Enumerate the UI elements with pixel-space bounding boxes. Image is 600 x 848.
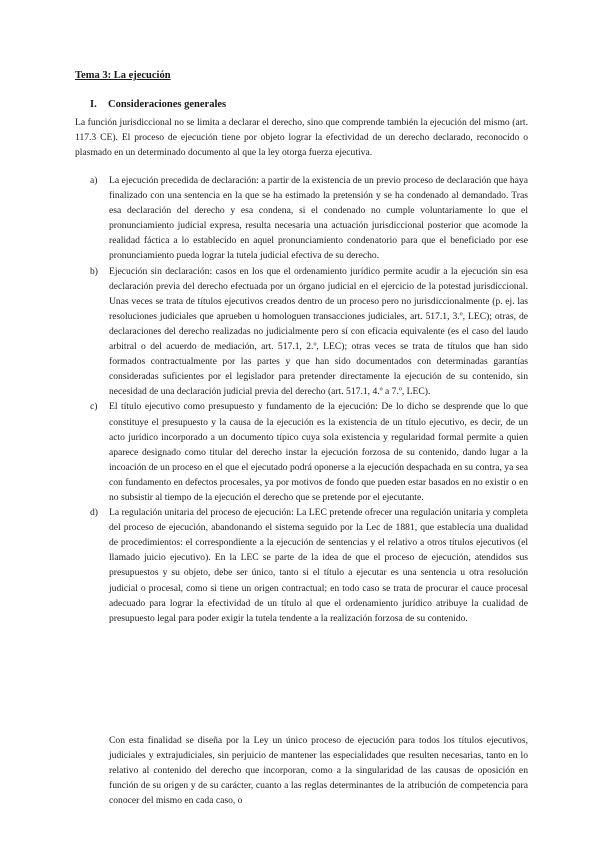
list-item [90, 173, 528, 264]
list-item-marker: c) [90, 401, 98, 413]
list-item-text: La regulación unitaria del proceso de ejecución: La LEC pretende ofrecer una regulación unitaria y completa del proceso de ejecución, abandonando el sistema seguido por la Lec de 1881, que establecía una dualidad de procedimientos: el correspondiente a la ejecución de sentencias y el relativo a otros títulos ejecutivos (el llamado juicio ejecutivo). En la LEC se parte de la idea de que el proceso de ejecución, atendidos sus presupuestos y su objeto, debe ser único, tanto si el título a ejecutar es una sentencia u otra resolución judicial o procesal, como si tiene un origen contractual; en todo caso se trata de procurar el cauce procesal adecuado para lograr la efectividad de un título al que el ordenamiento jurídico atribuye la cualidad de presupuesto legal para poder exigir la tutela tendente a la realización forzosa de su contenido. [109, 507, 528, 624]
list-item-text: La ejecución precedida de declaración: a partir de la existencia de un previo proceso de declaración que haya finalizado con una sentencia en la que se ha estimado la pretensión y se ha condenado al demandado. Tras esa declaración del derecho y esa condena, si el condenado no cumple voluntariamente lo que el pronunciamiento judicial expresa, resulta necesaria una actuación jurisdiccional posterior que acomode la realidad fáctica a lo establecido en aquel pronunciamiento condenatorio para que el beneficiado por ese pronunciamiento pueda lograr la tutela judicial efectiva de su derecho. [109, 175, 528, 262]
item-list [90, 173, 528, 626]
section-heading [90, 99, 226, 110]
list-item [90, 505, 528, 626]
document-title: Tema 3: La ejecución [75, 70, 171, 81]
section-number: I. [90, 99, 97, 110]
list-item-marker: d) [90, 507, 98, 519]
continuation-paragraph: Con esta finalidad se diseña por la Ley un único proceso de ejecución para todos los títulos ejecutivos, judiciales y extrajudiciales, sin perjuicio de mantener las especialidades que resulten necesarias, tanto en lo relativo al contenido del derecho que incorporan, como a la singularidad de las causas de oposición en función de su origen y de su carácter, cuanto a las reglas determinantes de la atribución de competencia para conocer del mismo en cada caso, o [109, 735, 528, 807]
list-item [90, 264, 528, 400]
list-item-marker: b) [90, 265, 98, 277]
list-item-text: El título ejecutivo como presupuesto y fundamento de la ejecución: De lo dicho se desprende que lo que constituye el presupuesto y la causa de la ejecución es la existencia de un título ejecutivo, es decir, de un acto jurídico incorporado a un documento típico cuya sola existencia y regularidad formal permite a quien aparece designado como titular del derecho instar la ejecución forzosa de su contenido, dando lugar a la incoación de un proceso en el que el ejecutado podrá oponerse a la ejecución despachada en su contra, ya sea con fundamento en defectos procesales, ya por motivos de fondo que pueden estar basados en no existir o en no subsistir al tiempo de la ejecución el derecho que se pretende por el ejecutante. [109, 401, 528, 503]
list-item-marker: a) [90, 175, 98, 186]
list-item [90, 399, 528, 505]
list-item-text: Ejecución sin declaración: casos en los que el ordenamiento jurídico permite acudir a la ejecución sin esa declaración previa del derecho efectuada por un órgano judicial en el ejercicio de la potestad jurisdiccional. Unas veces se trata de títulos ejecutivos creados dentro de un proceso pero no jurisdiccionalmente (p. ej. las resoluciones judiciales que aprueben u homologuen transacciones judiciales, art. 517.1, 3.º, LEC); otras, de declaraciones del derecho realizadas no judicialmente pero sí con eficacia equivalente (es el caso del laudo arbitral o del acuerdo de mediación, art. 517.1, 2.º, LEC); otras veces se trata de títulos que han sido formados contractualmente por las partes y que han sido documentados con determinadas garantías consideradas suficientes por el legislador para pretender directamente la ejecución de su contenido, sin necesidad de una declaración judicial previa del derecho (art. 517.1, 4.º a 7.º, LEC). [109, 265, 528, 398]
section-title: Consideraciones generales [108, 99, 227, 110]
intro-paragraph: La función jurisdiccional no se limita a declarar el derecho, sino que comprende también la ejecución del mismo (art. 117.3 CE). El proceso de ejecución tiene por objeto lograr la efectividad de un derecho declarado, reconocido o plasmado en un determinado documento al que la ley otorga fuerza ejecutiva. [75, 117, 528, 159]
